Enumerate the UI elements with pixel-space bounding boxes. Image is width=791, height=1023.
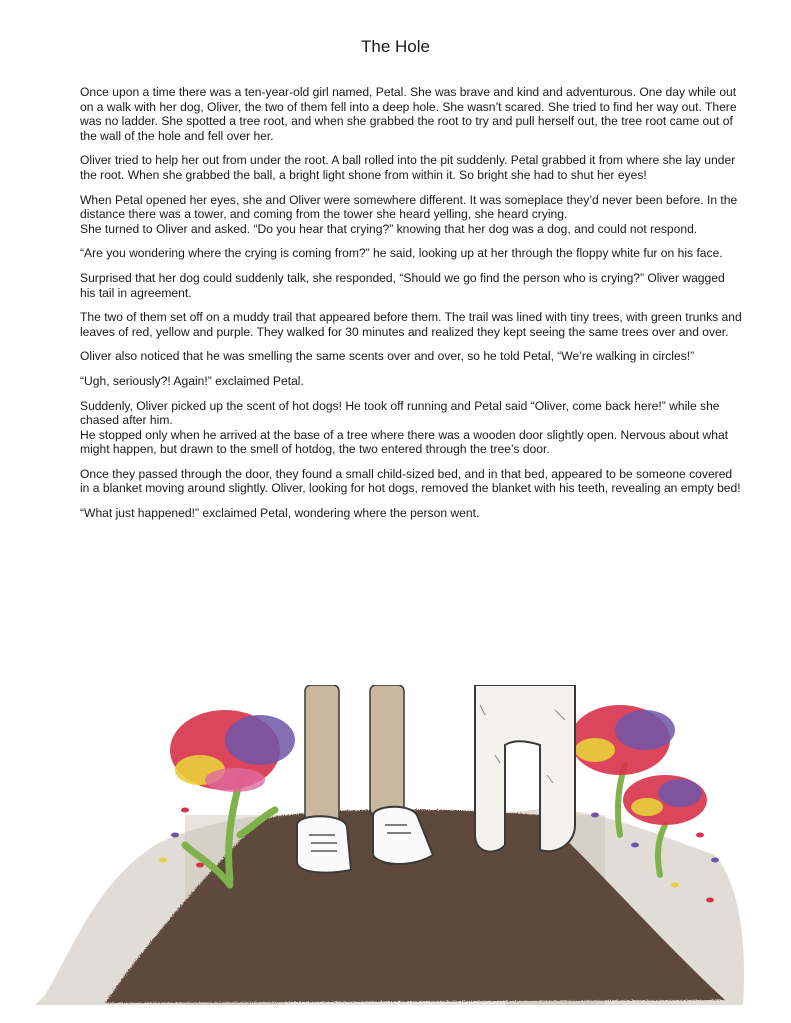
petal <box>671 883 679 888</box>
story-paragraph <box>80 310 742 339</box>
petal <box>591 813 599 818</box>
story-text <box>80 85 742 531</box>
paragraph-text: Suddenly, Oliver picked up the scent of hot dogs! He took off running and Petal said “Oliver, come back here!” while she chased after him. <box>80 398 720 428</box>
story-paragraph <box>80 271 742 300</box>
story-paragraph <box>80 399 742 457</box>
paragraph-text: Once upon a time there was a ten-year-old girl named, Petal. She was brave and kind and adventurous. One day while out on a walk with her dog, Oliver, the two of them fell into a deep hole. She wasn’t scared. She tried to find her way out. There was no ladder. She spotted a tree root, and when she grabbed the root to try and pull herself out, the tree root came out of the wall of the hole and fell over her. <box>80 85 737 143</box>
paragraph-text: Once they passed through the door, they found a small child-sized bed, and in that bed, appeared to be someone covered in a blanket moving around slightly. Oliver, looking for hot dogs, removed the blanket with his teeth, revealing an empty bed! <box>80 466 741 496</box>
paragraph-text: “Are you wondering where the crying is coming from?” he said, looking up at her through the floppy white fur on his face. <box>80 246 723 261</box>
story-paragraph <box>80 193 742 237</box>
paragraph-text: “What just happened!” exclaimed Petal, wondering where the person went. <box>80 506 480 521</box>
story-paragraph <box>80 467 742 496</box>
page-title: The Hole <box>361 37 430 56</box>
paragraph-text: Oliver tried to help her out from under the root. A ball rolled into the pit suddenly. Petal grabbed it from where she lay under the root. When she grabbed the ball, a bright light shone from within it. So bright she had to shut her eyes! <box>80 153 736 182</box>
petal <box>711 858 719 863</box>
petal <box>196 863 204 868</box>
paragraph-text: Oliver also noticed that he was smelling the same scents over and over, so he told Petal, “We’re walking in circles!” <box>80 349 695 364</box>
story-paragraph <box>80 506 742 521</box>
petal <box>696 833 704 838</box>
paragraph-text: “Ugh, seriously?! Again!” exclaimed Petal. <box>80 373 304 388</box>
story-paragraph <box>80 349 742 364</box>
paragraph-text: She turned to Oliver and asked. “Do you hear that crying?” knowing that her dog was a dog, and could not respond. <box>80 221 698 236</box>
petal <box>631 843 639 848</box>
story-paragraph <box>80 246 742 261</box>
story-illustration <box>35 685 755 1005</box>
paragraph-text: When Petal opened her eyes, she and Oliver were somewhere different. It was someplace they’d never been before. In the distance there was a tower, and coming from the tower she heard yelling, she heard crying. <box>80 192 738 222</box>
petal <box>171 833 179 838</box>
story-paragraph <box>80 85 742 143</box>
petal <box>159 858 167 863</box>
story-paragraph <box>80 374 742 389</box>
petal <box>706 898 714 903</box>
paragraph-text: Surprised that her dog could suddenly talk, she responded, “Should we go find the person who is crying?” Oliver wagged his tail in agreement. <box>80 270 725 300</box>
petal <box>181 808 189 813</box>
paragraph-text: The two of them set off on a muddy trail that appeared before them. The trail was lined with tiny trees, with green trunks and leaves of red, yellow and purple. They walked for 30 minutes and realized they kept seeing the same trees over and over. <box>80 310 742 339</box>
left-shoe <box>297 816 351 872</box>
paragraph-text: He stopped only when he arrived at the base of a tree where there was a wooden door slightly open. Nervous about what might happen, but drawn to the smell of hotdog, the two entered through the tree’s door. <box>80 427 729 457</box>
story-paragraph <box>80 153 742 182</box>
